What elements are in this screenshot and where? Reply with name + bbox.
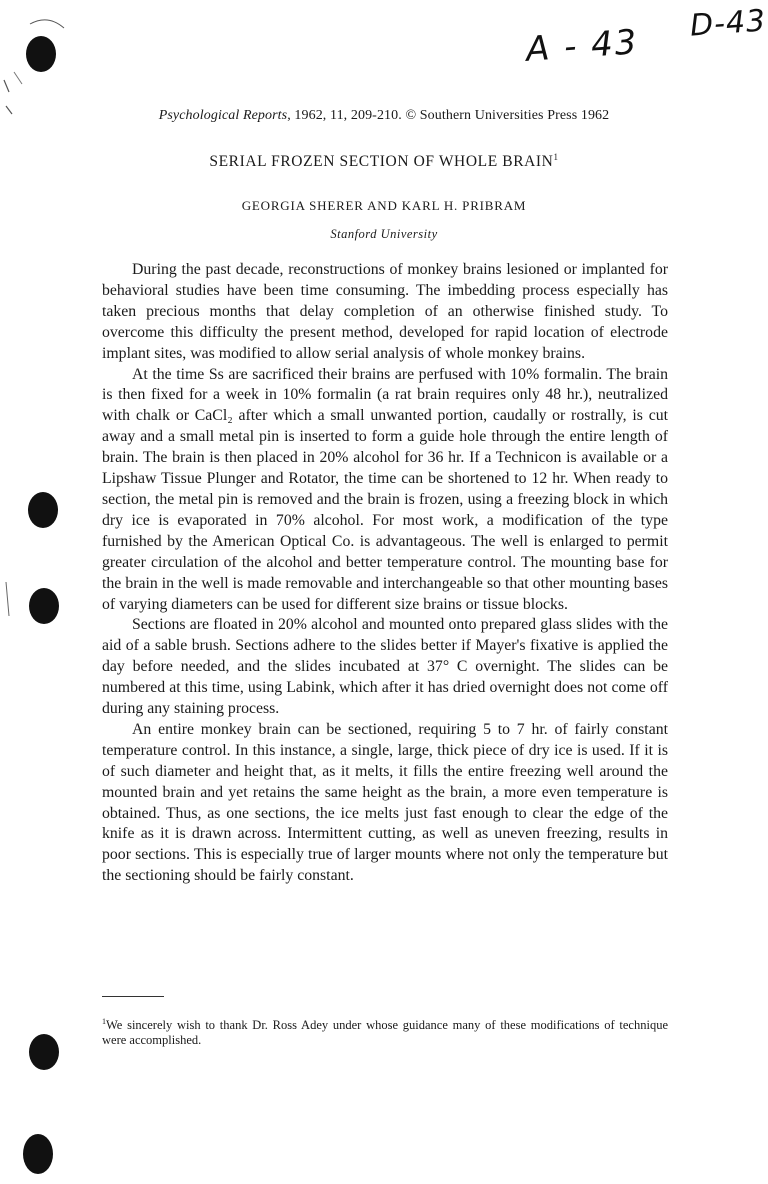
punch-hole-3	[29, 588, 59, 624]
handwritten-note-right: D-43	[688, 3, 768, 44]
paragraph-2: At the time Ss are sacrificed their brains are perfused with 10% formalin. The brain is then fixed for a week in 10% formalin (a rat brain requires only 48 hr.), neutralized with chalk or CaCl₂ after which a small unwanted portion, caudally or rostrally, is cut away and a small metal pin is inserted to form a guide hole through the entire length of brain. The brain is then placed in 20% alcohol for 36 hr. If a Technicon is available or a Lipshaw Tissue Plunger and Rotator, the time can be shortened to 12 hr. When ready to section, the metal pin is removed and the brain is frozen, using a freezing block in which dry ice is evaporated in 70% alcohol. For most work, a modification of the type furnished by the American Optical Co. is advantageous. The well is enlarged to permit greater circulation of the alcohol and better temperature control. The mounting base for the brain in the well is made removable and interchangeable so that other mounting bases of varying diameters can be used for different size brains or tissue blocks.	[102, 365, 668, 613]
journal-name: Psychological Reports	[158, 108, 288, 123]
margin-mark	[0, 576, 20, 626]
handwritten-note-center: A - 43	[524, 22, 640, 70]
author-line: GEORGIA SHERER AND KARL H. PRIBRAM	[241, 198, 527, 213]
title-text: SERIAL FROZEN SECTION OF WHOLE BRAIN	[209, 153, 554, 171]
citation-line	[0, 108, 768, 124]
footnote-rule	[102, 996, 164, 997]
affiliation: Stanford University	[330, 227, 438, 241]
article-body	[102, 260, 668, 887]
footnote	[102, 1014, 668, 1048]
punch-hole-4	[29, 1034, 59, 1070]
paragraph-4: An entire monkey brain can be sectioned, requiring 5 to 7 hr. of fairly constant temperature control. In this instance, a single, large, thick piece of dry ice is used. If it is of such diameter and height that, as it melts, it fills the entire freezing well around the mounted brain and yet retains the same height as the brain, a more even temperature is obtained. Thus, as one sections, the ice melts just fast enough to clear the edge of the knife as it is drawn across. Intermittent cutting, as well as uneven freezing, results in poor sections. This is especially true of larger mounts where not only the temperature but the sectioning should be fairly constant.	[102, 720, 668, 885]
scan-mark	[0, 10, 90, 120]
footnote-text: We sincerely wish to thank Dr. Ross Adey under whose guidance many of these modifications of technique were accomplished.	[102, 1018, 668, 1048]
punch-hole-5	[23, 1134, 53, 1174]
paragraph-3: Sections are floated in 20% alcohol and mounted onto prepared glass slides with the aid of a sable brush. Sections adhere to the slides better if Mayer's fixative is applied the day before needed, and the slides incubated at 37° C overnight. The slides can be numbered at this time, using Labink, which after it has dried overnight does not come off during any staining process.	[102, 616, 668, 718]
footnote-mark: 1	[102, 1017, 106, 1026]
paragraph-1: During the past decade, reconstructions of monkey brains lesioned or implanted for behavioral studies have been time consuming. The imbedding process especially has taken precious months that delay completion of an otherwise finished study. To overcome this difficulty the present method, developed for rapid location of electrode implant sites, was modified to allow serial analysis of whole monkey brains.	[102, 261, 668, 362]
punch-hole-2	[28, 492, 58, 528]
citation-details: , 1962, 11, 209-210. © Southern Universities Press 1962	[287, 108, 610, 123]
article-title	[0, 152, 768, 171]
title-footnote-mark: 1	[553, 152, 559, 162]
